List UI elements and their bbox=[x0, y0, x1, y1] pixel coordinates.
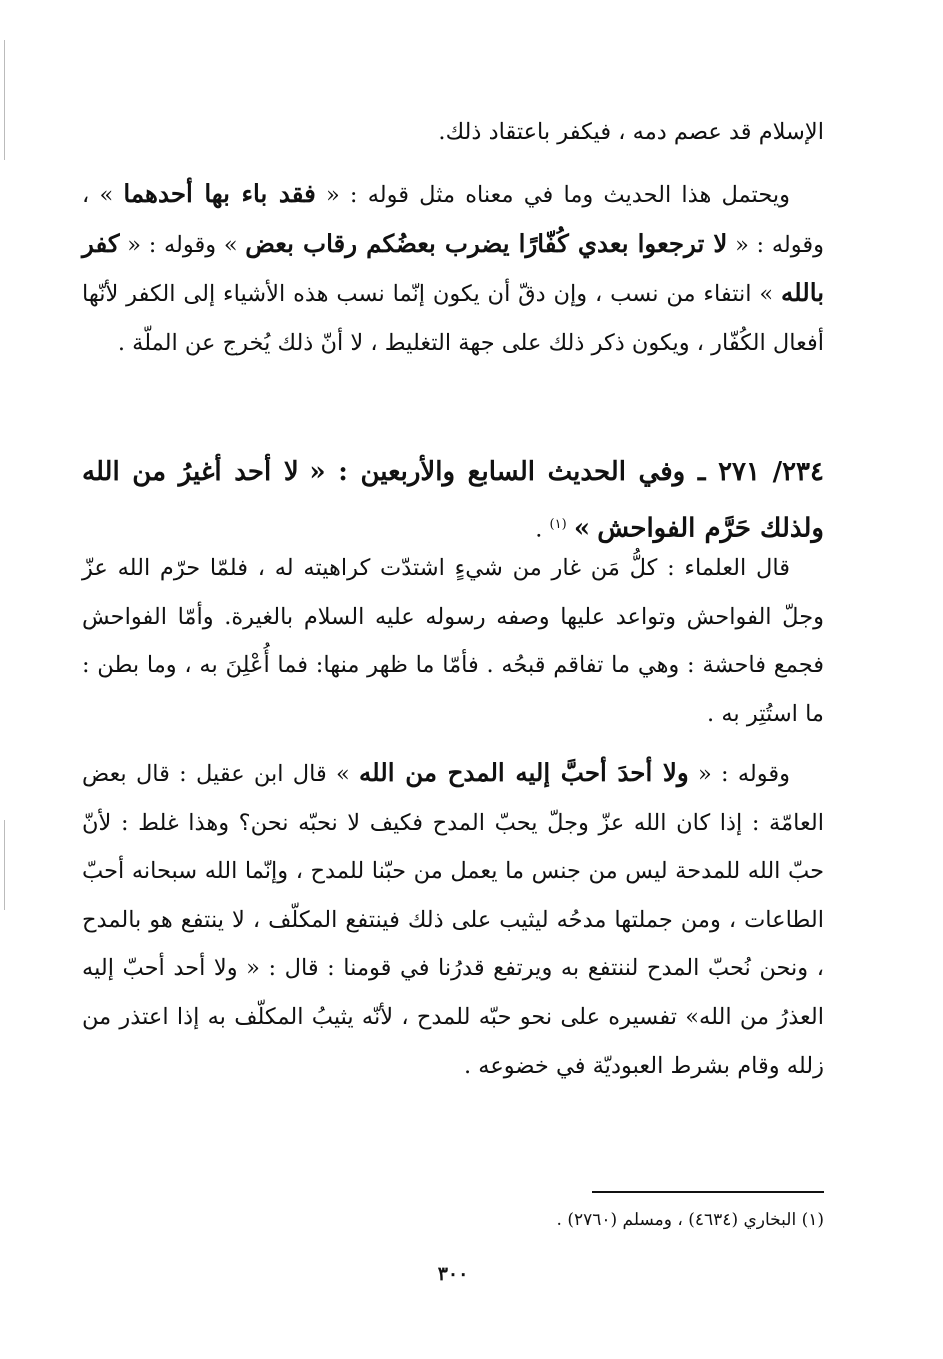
hadith-heading-quote: لا أحد أغيرُ من الله ولذلك حَرَّم الفواحش bbox=[82, 457, 824, 544]
paragraph-4-text: قال العلماء : كلُّ مَن غار من شيءٍ اشتدّت كراهيته له ، فلمّا حرّم الله عزّ وجلّ الفواحش وتواعد عليها وصفه رسوله عليه السلام بالغيرة. وأمّا الفواحش فجمع فاحشة : وهي ما تفاقم قبحُه . فأمّا ما ظهر منها: فما أُعْلِنَ به ، وما بطن : ما استُتِر به . bbox=[82, 555, 824, 727]
paragraph-2-text-a: ويحتمل هذا الحديث وما في معناه مثل قوله : « bbox=[325, 182, 790, 208]
paragraph-1-text: الإسلام قد عصم دمه ، فيكفر باعتقاد ذلك. bbox=[438, 119, 824, 145]
paragraph-1 bbox=[82, 108, 824, 157]
hadith-heading-number: ٢٣٤/ ٢٧١ ـ وفي الحديث السابع والأربعين : « bbox=[309, 457, 824, 487]
hadith-quote-4: ولا أحدَ أحبَّ إليه المدح من الله bbox=[359, 758, 689, 787]
hadith-quote-1: فقد باء بها أحدهما bbox=[123, 179, 316, 208]
paragraph-5-text-c: » قال ابن عقيل : قال بعض العامّة : إذا كان الله عزّ وجلّ يحبّ المدح فكيف لا نحبّه نحن؟ وهذا غلط : لأنّ حبّ الله للمدحة ليس من جنس ما يعمل من حبّنا للمدح ، وإنّما الله سبحانه أحبّ الطاعات ، ومن جملتها مدحُه ليثيب على ذلك فينتفع المكلّف ، لا ينتفع هو بالمدح ، ونحن نُحبّ المدح لننتفع به ويرتفع قدرُنا في قومنا : قال : « ولا أحد أحبّ إليه العذرُ من الله» تفسيره على نحو حبّه للمدح ، لأنّه يثيبُ المكلّف به إذا اعتذر من زلله وقام بشرط العبوديّة في خضوعه . bbox=[82, 761, 824, 1079]
paragraph-2 bbox=[82, 170, 824, 367]
hadith-heading bbox=[82, 446, 824, 556]
paragraph-4 bbox=[82, 544, 824, 738]
hadith-quote-3: كفر بالله bbox=[82, 228, 825, 308]
hadith-heading-close: » bbox=[573, 513, 591, 544]
paragraph-2-text-e: » وقوله : « bbox=[127, 231, 238, 258]
paragraph-2-text-g: » انتفاء من نسب ، وإن دقّ أن يكون إنّما نسب هذه الأشياء إلى الكفر لأنّها أفعال الكُفّار ، ويكون ذكر ذلك على جهة التغليط ، لا أنّ ذلك يُخرج عن الملّة . bbox=[82, 281, 824, 356]
footnote-reference: (١) bbox=[549, 517, 567, 532]
page-number: ٣٠٠ bbox=[437, 1263, 469, 1285]
paragraph-2-text-c: » ، وقوله : « bbox=[82, 182, 824, 258]
scan-margin-line bbox=[4, 820, 5, 910]
paragraph-5 bbox=[82, 749, 824, 1090]
footnote-separator bbox=[592, 1191, 824, 1193]
scan-margin-line bbox=[4, 40, 5, 160]
footnote: (١) البخاري (٤٦٣٤) ، ومسلم (٢٧٦٠) . bbox=[556, 1210, 824, 1230]
book-page bbox=[82, 108, 824, 1338]
paragraph-5-text-a: وقوله : « bbox=[697, 761, 790, 787]
hadith-heading-period: . bbox=[535, 516, 543, 543]
hadith-quote-2: لا ترجعوا بعدي كُفّارًا يضرب بعضُكم رقاب بعض bbox=[245, 228, 728, 258]
